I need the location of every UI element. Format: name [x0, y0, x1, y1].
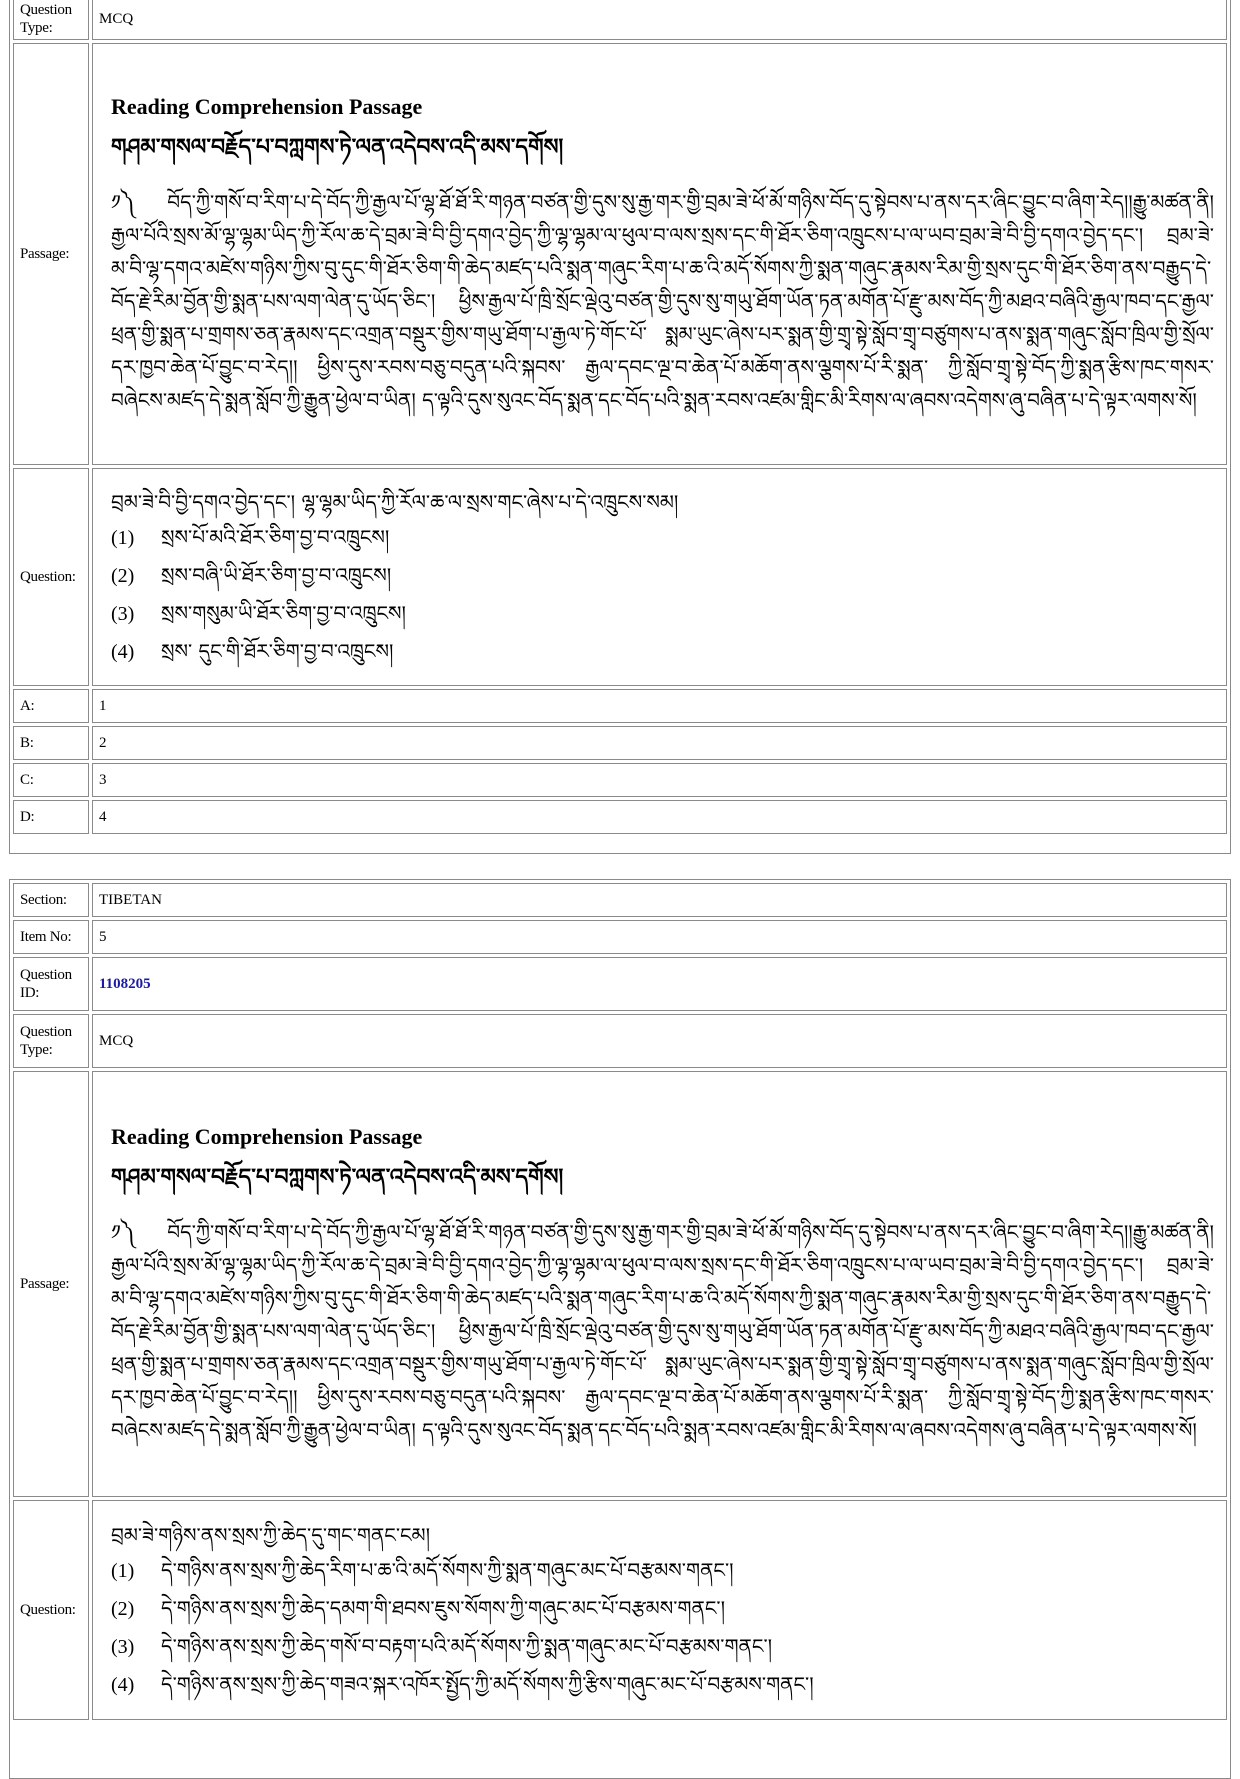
passage-text: ༡༽ བོད་ཀྱི་གསོ་བ་རིག་པ་དེ་བོད་ཀྱི་རྒྱལ་པོ་ལྷ་ཐོ་ཐོ་རི་གཉན་བཙན་གྱི་དུས་སུ་རྒྱ་གར་གྱི་བྲམ་ཟེ་ཕོ་མོ་གཉིས་བོད་དུ་སྟེབས་པ་ནས་དར་ཞིང་བྱུང་བ་ཞིག་རེད།།རྒྱུ་མཚན་ནི། རྒྱལ་པོའི་སྲས་མོ་ལྷ་ལྷམ་ཡིད་ཀྱི་རོལ་ཆ་དེ་བྲམ་ཟེ་བི་བྱི་དགའ་བྱེད་ཀྱི་ལྷ་ལྷམ་ལ་ཕུལ་བ་ལས་སྲས་དང་གི་ཐོར་ཅིག་འཁྲུངས་པ་ལ་ཡབ་བྲམ་ཟེ་བི་བྱི་དགའ་བྱེད་དང་། བྲམ་ཟེ་མ་བི་ལྷ་དགའ་མཛེས་གཉིས་ཀྱིས་བུ་དུང་གི་ཐོར་ཅིག་གི་ཆེད་མཛད་པའི་སྨན་གཞུང་རིག་པ་ཆ་འི་མདོ་སོགས་ཀྱི་སྨན་གཞུང་རྣམས་རིམ་གྱི་སྲས་དུང་གི་ཐོར་ཅིག་ནས་བརྒྱུད་དེ་བོད་རྗེ་རིམ་བྱོན་གྱི་སྨན་པས་ལག་ལེན་དུ་ཡོད་ཅིང་། ཕྱིས་རྒྱལ་པོ་ཁྲི་སྲོང་ལྡེའུ་བཙན་གྱི་དུས་སུ་གཡུ་ཐོག་ཡོན་ཏན་མགོན་པོ་རྫུ་མས་བོད་ཀྱི་མཐའ་བཞིའི་རྒྱལ་ཁབ་དང་རྒྱལ་ཕྲན་གྱི་སྨན་པ་གྲགས་ཅན་རྣམས་དང་འགྲན་བསྡུར་གྱིས་གཡུ་ཐོག་པ་རྒྱལ་ཏེ་གོང་པོ་ སྨམ་ཡུང་ཞེས་པར་སྨན་གྱི་གྲྭ་སྟེ་སློབ་གྲྭ་བཙུགས་པ་ནས་སྨན་གཞུང་སློབ་ཁྲིལ་གྱི་སྲོལ་དར་ཁྱབ་ཆེན་པོ་བྱུང་བ་རེད།། ཕྱིས་དུས་རབས་བཅུ་བདུན་པའི་སྐབས་ རྒྱལ་དབང་ལྔ་བ་ཆེན་པོ་མཆོག་ནས་ལྕགས་པོ་རི་སྨན་ ཀྱི་སློབ་གྲྭ་སྟེ་བོད་ཀྱི་སྨན་རྩིས་ཁང་གསར་བཞེངས་མཛད་དེ་སྨན་སློབ་ཀྱི་རྒྱུན་ཕྱེལ་བ་ཡིན། ད་ལྟའི་དུས་སུའང་བོད་སྨན་དང་བོད་པའི་སྨན་རབས་འཛམ་གླིང་མི་རིགས་ལ་ཞབས་འདེགས་ཞུ་བཞིན་པ་དེ་ལྟར་ལགས་སོ། [111, 1219, 1214, 1442]
option-text: སྲས་པོ་མའི་ཐོར་ཅིག་བྱ་བ་འཁྲུངས། [161, 525, 390, 549]
answer-b-label: B: [13, 726, 89, 760]
passage-heading: Reading Comprehension Passage [111, 1123, 423, 1149]
answer-b-value: 2 [92, 726, 1227, 760]
question-label: Question: [13, 1500, 89, 1720]
option-text: སྲས་བཞི་ཡི་ཐོར་ཅིག་བྱ་བ་འཁྲུངས། [161, 563, 392, 587]
option-number: (2) [111, 1598, 135, 1620]
question-cell [92, 1500, 1227, 1720]
question-block-1 [9, 0, 1231, 854]
question-type-value: MCQ [92, 0, 1227, 40]
option-number: (4) [111, 641, 135, 663]
passage-label: Passage: [13, 43, 89, 465]
passage-label: Passage: [13, 1071, 89, 1497]
question-type-label: Question Type: [13, 1014, 89, 1068]
question-block-2 [9, 879, 1231, 1779]
option-text: དེ་གཉིས་ནས་སྲས་ཀྱི་ཆེད་དམག་གི་ཐབས་ཇུས་སོགས་ཀྱི་གཞུང་མང་པོ་བརྩམས་གནང་། [161, 1596, 726, 1620]
option-number: (3) [111, 603, 135, 625]
section-label: Section: [13, 883, 89, 917]
question-type-label: Question Type: [13, 0, 89, 40]
passage-cell [92, 43, 1227, 465]
answer-a-label: A: [13, 689, 89, 723]
answer-c-label: C: [13, 763, 89, 797]
answer-c-value: 3 [92, 763, 1227, 797]
question-cell [92, 468, 1227, 686]
answer-d-value: 4 [92, 800, 1227, 834]
option-number: (2) [111, 565, 135, 587]
question-stem: བྲམ་ཟེ་གཉིས་ནས་སྲས་ཀྱི་ཆེད་དུ་གང་གནང་ངམ། [111, 1523, 431, 1547]
option-text: སྲས་ དུང་གི་ཐོར་ཅིག་བྱ་བ་འཁྲུངས། [161, 639, 394, 663]
answer-d-label: D: [13, 800, 89, 834]
passage-cell [92, 1071, 1227, 1497]
option-2 [111, 557, 1220, 595]
option-text: དེ་གཉིས་ནས་སྲས་ཀྱི་ཆེད་རིག་པ་ཆ་འི་མདོ་སོགས་ཀྱི་སྨན་གཞུང་མང་པོ་བརྩམས་གནང་། [161, 1558, 734, 1582]
item-no-label: Item No: [13, 920, 89, 954]
passage-heading: Reading Comprehension Passage [111, 93, 423, 119]
question-id-cell [92, 957, 1227, 1011]
option-3 [111, 595, 1220, 633]
answer-a-value: 1 [92, 689, 1227, 723]
question-id-label: Question ID: [13, 957, 89, 1011]
option-4 [111, 633, 1220, 671]
passage-title: གཤམ་གསལ་བརྗོད་པ་བཀླགས་ཏེ་ལན་འདེབས་འདི་མས་དགོས། [111, 134, 564, 160]
question-type-value: MCQ [92, 1014, 1227, 1068]
option-text: སྲས་གསུམ་ཡི་ཐོར་ཅིག་བྱ་བ་འཁྲུངས། [161, 601, 406, 625]
passage-title: གཤམ་གསལ་བརྗོད་པ་བཀླགས་ཏེ་ལན་འདེབས་འདི་མས་དགོས། [111, 1164, 564, 1190]
question-id-link[interactable]: 1108205 [99, 975, 151, 992]
question-label: Question: [13, 468, 89, 686]
section-value: TIBETAN [92, 883, 1227, 917]
item-no-value: 5 [92, 920, 1227, 954]
option-text: དེ་གཉིས་ནས་སྲས་ཀྱི་ཆེད་གཟའ་སྐར་འཁོར་སྤྱོད་ཀྱི་མདོ་སོགས་ཀྱི་རྩིས་གཞུང་མང་པོ་བརྩམས་གནང་། [161, 1672, 814, 1696]
option-2 [111, 1590, 1220, 1628]
option-1 [111, 1552, 1220, 1590]
question-stem: བྲམ་ཟེ་བི་བྱི་དགའ་བྱེད་དང་། ལྷ་ལྷམ་ཡིད་ཀྱི་རོལ་ཆ་ལ་སྲས་གང་ཞེས་པ་དེ་འཁྲུངས་སམ། [111, 490, 679, 514]
option-number: (1) [111, 1560, 135, 1582]
passage-text: ༡༽ བོད་ཀྱི་གསོ་བ་རིག་པ་དེ་བོད་ཀྱི་རྒྱལ་པོ་ལྷ་ཐོ་ཐོ་རི་གཉན་བཙན་གྱི་དུས་སུ་རྒྱ་གར་གྱི་བྲམ་ཟེ་ཕོ་མོ་གཉིས་བོད་དུ་སྟེབས་པ་ནས་དར་ཞིང་བྱུང་བ་ཞིག་རེད།།རྒྱུ་མཚན་ནི། རྒྱལ་པོའི་སྲས་མོ་ལྷ་ལྷམ་ཡིད་ཀྱི་རོལ་ཆ་དེ་བྲམ་ཟེ་བི་བྱི་དགའ་བྱེད་ཀྱི་ལྷ་ལྷམ་ལ་ཕུལ་བ་ལས་སྲས་དང་གི་ཐོར་ཅིག་འཁྲུངས་པ་ལ་ཡབ་བྲམ་ཟེ་བི་བྱི་དགའ་བྱེད་དང་། བྲམ་ཟེ་མ་བི་ལྷ་དགའ་མཛེས་གཉིས་ཀྱིས་བུ་དུང་གི་ཐོར་ཅིག་གི་ཆེད་མཛད་པའི་སྨན་གཞུང་རིག་པ་ཆ་འི་མདོ་སོགས་ཀྱི་སྨན་གཞུང་རྣམས་རིམ་གྱི་སྲས་དུང་གི་ཐོར་ཅིག་ནས་བརྒྱུད་དེ་བོད་རྗེ་རིམ་བྱོན་གྱི་སྨན་པས་ལག་ལེན་དུ་ཡོད་ཅིང་། ཕྱིས་རྒྱལ་པོ་ཁྲི་སྲོང་ལྡེའུ་བཙན་གྱི་དུས་སུ་གཡུ་ཐོག་ཡོན་ཏན་མགོན་པོ་རྫུ་མས་བོད་ཀྱི་མཐའ་བཞིའི་རྒྱལ་ཁབ་དང་རྒྱལ་ཕྲན་གྱི་སྨན་པ་གྲགས་ཅན་རྣམས་དང་འགྲན་བསྡུར་གྱིས་གཡུ་ཐོག་པ་རྒྱལ་ཏེ་གོང་པོ་ སྨམ་ཡུང་ཞེས་པར་སྨན་གྱི་གྲྭ་སྟེ་སློབ་གྲྭ་བཙུགས་པ་ནས་སྨན་གཞུང་སློབ་ཁྲིལ་གྱི་སྲོལ་དར་ཁྱབ་ཆེན་པོ་བྱུང་བ་རེད།། ཕྱིས་དུས་རབས་བཅུ་བདུན་པའི་སྐབས་ རྒྱལ་དབང་ལྔ་བ་ཆེན་པོ་མཆོག་ནས་ལྕགས་པོ་རི་སྨན་ ཀྱི་སློབ་གྲྭ་སྟེ་བོད་ཀྱི་སྨན་རྩིས་ཁང་གསར་བཞེངས་མཛད་དེ་སྨན་སློབ་ཀྱི་རྒྱུན་ཕྱེལ་བ་ཡིན། ད་ལྟའི་དུས་སུའང་བོད་སྨན་དང་བོད་པའི་སྨན་རབས་འཛམ་གླིང་མི་རིགས་ལ་ཞབས་འདེགས་ཞུ་བཞིན་པ་དེ་ལྟར་ལགས་སོ། [111, 189, 1214, 412]
option-number: (4) [111, 1674, 135, 1696]
option-1 [111, 519, 1220, 557]
option-4 [111, 1666, 1220, 1704]
option-number: (3) [111, 1636, 135, 1658]
option-text: དེ་གཉིས་ནས་སྲས་ཀྱི་ཆེད་གསོ་བ་བརྟག་པའི་མདོ་སོགས་ཀྱི་སྨན་གཞུང་མང་པོ་བརྩམས་གནང་། [161, 1634, 773, 1658]
option-3 [111, 1628, 1220, 1666]
option-number: (1) [111, 527, 135, 549]
